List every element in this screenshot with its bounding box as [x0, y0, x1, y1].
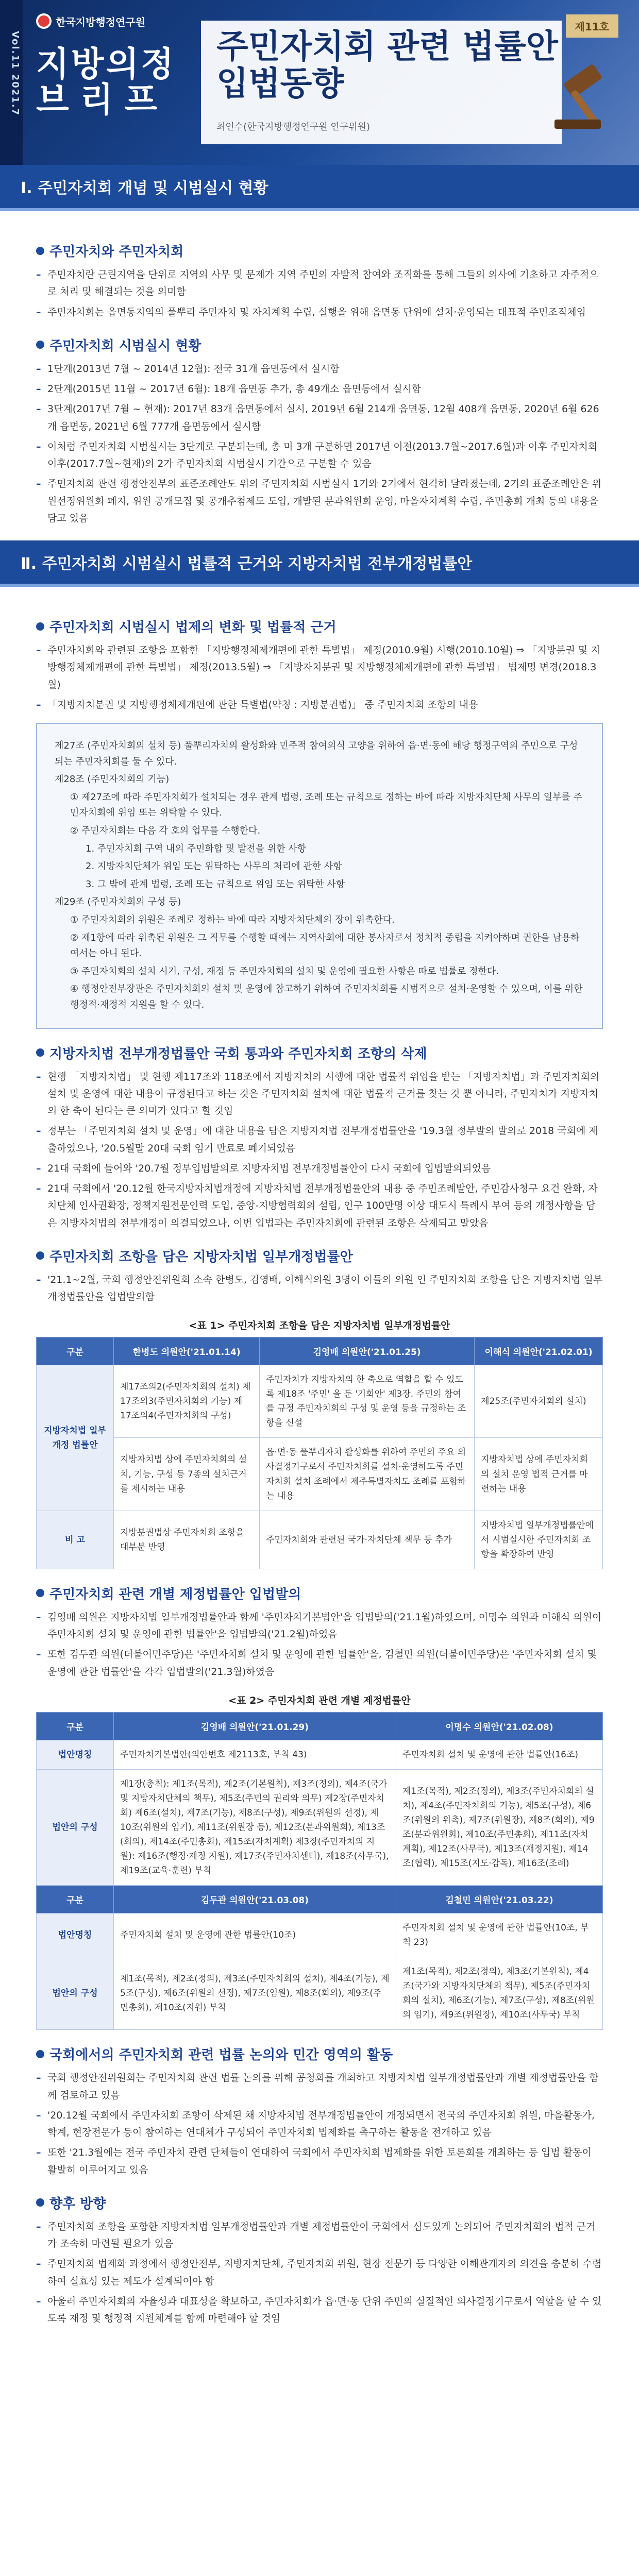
issue-badge: 제11호 [566, 14, 618, 38]
sub-heading [36, 1246, 603, 1265]
list-item: – 또한 김두관 의원(더불어민주당)은 '주민자치회 설치 및 운영에 관한 법률안'을, 김철민 의원(더불어민주당)은 '주민자치회 설치 및 운영에 관한 법률안'을 각각 입법발의('21.3월)하였음 [36, 1646, 603, 1681]
list-item: – 주민자치회 관련 행정안전부의 표준조례안도 위의 주민자치회 시범실시 1기와 2기에서 현격히 달라졌는데, 2기의 표준조례안은 위원선정위원회 폐지, 위원 공개모집 및 공개추첨제도 도입, 개발된 분과위원회 운영, 마을자치계획 수립, 주민총회 개최 등의 내용을 담고 있음 [36, 476, 603, 527]
law-clause: ② 제1항에 따라 위촉된 위원은 그 직무를 수행할 때에는 지역사회에 대한 봉사자로서 정치적 중립을 지켜야하며 권한을 남용하여서는 아니 된다. [70, 932, 580, 959]
table-header: 한병도 의원안('21.01.14) [114, 1337, 260, 1365]
table-row [37, 1957, 603, 2030]
list-item: – 「지방자치분권 및 지방행정체제개편에 관한 특별법(약칭 : 지방분권법)」 중 주민자치회 조항의 내용 [36, 697, 603, 714]
law-item: 1. 주민자치회 구역 내의 주민화합 및 발전을 위한 사항 [86, 843, 307, 854]
list-item: – 이처럼 주민자치회 시범실시는 3단계로 구분되는데, 총 미 3개 구분하면 2017년 이전(2013.7월~2017.6월)과 이후 주민자치회 이후(2017.7월~현재)의 2가 주민자치회 시범실시 기간으로 구분할 수 있음 [36, 438, 603, 473]
org-logo [36, 13, 145, 29]
table-row-head: 비 고 [37, 1511, 114, 1569]
table-header-row [37, 1712, 603, 1740]
law-clause: ① 제27조에 따라 주민자치회가 설치되는 경우 관계 법령, 조례 또는 규칙으로 정하는 바에 따라 지방자치단체 사무의 일부를 주민자치회에 위임 또는 위탁할 수 있다. [70, 791, 583, 819]
bullet-icon [36, 341, 44, 349]
sub-heading-text: 지방자치법 전부개정법률안 국회 통과와 주민자치회 조항의 삭제 [49, 1046, 427, 1062]
table-header-row [37, 1886, 603, 1913]
table-cell: 주민자치가 지방자치의 한 축으로 역할을 할 수 있도록 제18조 '주민' 을 둔 '기회안' 제3장. 주민의 참여를 규정 주민자치회의 구성 및 운영 등을 규정하는 조항을 신설 [260, 1365, 475, 1438]
section-1 [0, 165, 639, 540]
sub-heading-text: 향후 방향 [49, 2196, 106, 2212]
list-item: – 21대 국회에서 '20.12월 한국지방자치법개정에 지방자치법 전부개정법률안의 내용 중 주민조례발안, 주민감사청구 요건 완화, 자치단체 인사권확장, 정책지원전문인력 도입, 중앙-지방협력회의 설립, 인구 100만명 이상 대도시 특례시 부여 등의 개정사항을 담은 지방자치법의 전부개정이 의결되었으나, 이번 입법과는 주민자치회에 관련된 조항은 삭제되고 말았음 [36, 1180, 603, 1232]
section-2-heading: Ⅱ. 주민자치회 시범실시 법률적 근거와 지방자치법 전부개정법률안 [0, 540, 639, 587]
law-article: 제27조 (주민자치회의 설치 등) 풀뿌리자치의 활성화와 민주적 참여의식 고양을 위하여 읍·면·동에 해당 행정구역의 주민으로 구성되는 주민자치회를 둘 수 있다. [55, 740, 578, 767]
table-cell: 제1조(목적), 제2조(정의), 제3조(주민자치회의 설치), 제4조(주민자치회의 기능), 제5조(구성), 제6조(위원의 위촉), 제7조(위원장), 제8조(회의), 제9조(분과위원회), 제10조(주민총회), 제11조(자치계획), 제12조(사무국), 제13조(재정지원), 제14조(협력), 제15조(지도·감독), 제16조(조례) [396, 1769, 602, 1885]
list-item: – 국회 행정안전위원회는 주민자치회 관련 법률 논의를 위해 공청회를 개최하고 지방자치법 일부개정법률안과 개별 제정법률안을 함께 검토하고 있음 [36, 2070, 603, 2104]
table-caption: <표 1> 주민자치회 조항을 담은 지방자치법 일부개정법률안 [189, 1320, 450, 1332]
list-item: – 정부는 「주민자치회 설치 및 운영」에 대한 내용을 담은 지방자치법 전부개정법률안을 '19.3월 정부발의 발의로 2018 국회에 제출하였으나, '20.5월말 20대 국회 임기 만료로 폐기되었음 [36, 1123, 603, 1157]
table-cell: 지방자치법 상에 주민자치회의 설치 운영 법적 근거를 마련하는 내용 [475, 1438, 603, 1511]
bullet-icon [36, 2050, 44, 2058]
sub-heading-text: 주민자치와 주민자치회 [49, 244, 184, 260]
law-excerpt-box [36, 723, 603, 1029]
brief-series-title [36, 46, 176, 118]
brief-title-line2: 브리프 [36, 80, 169, 120]
law-clause: ③ 주민자치회의 설치 시기, 구성, 재정 등 주민자치회의 설치 및 운영에 필요한 사항은 따로 법률로 정한다. [70, 965, 499, 977]
table-row [37, 1511, 603, 1569]
table-cell: 제17조의2(주민자치회의 설치) 제17조의3(주민자치회의 기능) 제17조의4(주민자치회의 구성) [114, 1365, 260, 1438]
bullet-list [36, 361, 603, 527]
author-line: 최인수(한국지방행정연구원 연구위원) [216, 122, 370, 132]
list-item: – 2단계(2015년 11월 ~ 2017년 6월): 18개 읍면동 추가, 총 49개소 읍면동에서 실시함 [36, 381, 603, 398]
list-item: – 김영배 의원은 지방자치법 일부개정법률안과 함께 '주민자치기본법안'을 입법발의('21.1월)하였으며, 이명수 의원과 이해식 의원이 주민자치회 설치 및 운영에 관한 법률안'을 입법발의('21.2월)하였음 [36, 1609, 603, 1643]
bullet-icon [36, 622, 44, 631]
page-title [216, 29, 558, 103]
table-cell: 지방자치법 일부개정법률안에서 시범실시한 주민자치회 조항을 확장하여 반영 [475, 1511, 603, 1569]
sub-heading [36, 335, 603, 354]
table-row [37, 1365, 603, 1438]
sub-heading [36, 241, 603, 260]
table-row [37, 1740, 603, 1769]
law-item: 3. 그 밖에 관계 법령, 조례 또는 규칙으로 위임 또는 위탁한 사항 [86, 878, 345, 890]
law-clause: ① 주민자치회의 위원은 조례로 정하는 바에 따라 지방자치단체의 장이 위촉한다. [70, 914, 395, 925]
table-header: 구분 [37, 1712, 114, 1740]
volume-label: Vol.11 2021.7 [10, 31, 21, 116]
section-2 [0, 540, 639, 2341]
law-clause: ② 주민자치회는 다음 각 호의 업무를 수행한다. [70, 825, 261, 836]
table-header: 김영배 의원안('21.01.29) [114, 1712, 396, 1740]
law-article: 제29조 (주민자치회의 구성 등) [55, 896, 181, 908]
table-cell: 지방자치법 상에 주민자치회의 설치, 기능, 구성 등 7종의 설치근거를 제시하는 내용 [114, 1438, 260, 1511]
enactment-bill-table [36, 1712, 603, 2030]
table-cell: 제1장(총칙): 제1조(목적), 제2조(기본원칙), 제3조(정의), 제4조(국가 및 지방자치단체의 책무), 제5조(주민의 권리와 의무) 제2장(주민자치회) 제6조(설치), 제7조(기능), 제8조(구성), 제9조(위원의 선정), 제10조(위원의 임기), 제11조(위원장 등), 제12조(분과위원회), 제13조(회의), 제14조(주민총회), 제15조(자치계획) 제3장(주민자치의 지원): 제16조(행정·재정 지원), 제17조(주민자치센터), 제18조(사무국), 제19조(교육·훈련) 부칙 [114, 1769, 396, 1885]
sub-heading-text: 주민자치회 관련 개별 제정법률안 입법발의 [49, 1586, 301, 1602]
law-item: 2. 지방자치단체가 위임 또는 위탁하는 사무의 처리에 관한 사항 [86, 861, 342, 872]
volume-sidebar [0, 0, 23, 165]
table-header: 김철민 의원안('21.03.22) [396, 1886, 602, 1913]
list-item: – 주민자치회와 관련된 조항을 포함한 「지방행정체제개편에 관한 특별법」 제정(2010.9월) 시행(2010.10월) ⇒ 「지방분권 및 지방행정체제개편에 관한 특별법」 제정(2013.5월) ⇒ 「지방자치분권 및 지방행정체제개편에 관한 특별법」 법제명 변경(2018.3월) [36, 642, 603, 693]
bullet-icon [36, 1251, 44, 1260]
list-item: – 현행 「지방자치법」 및 현행 제117조와 118조에서 지방자치의 시행에 대한 법률적 위임을 받는 「지방자치법」과 주민자치회의 설치 및 운영에 대한 내용이 규정된다고 하는 것은 주민자치회 설치에 대한 법률적 근거를 찾는 것 뿐 아니라, 주민자치가 지방자치의 한 축이 된다는 큰 의미가 있다고 할 것임 [36, 1069, 603, 1120]
table-cell: 제1조(목적), 제2조(정의), 제3조(주민자치회의 설치), 제4조(기능), 제5조(구성), 제6조(위원의 선정), 제7조(임원), 제8조(회의), 제9조(주민총회), 제10조(지원) 부칙 [114, 1957, 396, 2030]
law-article: 제28조 (주민자치회의 기능) [55, 774, 170, 785]
sub-heading [36, 1043, 603, 1062]
bullet-list [36, 1609, 603, 1681]
bullet-list [36, 2218, 603, 2328]
page-title-line2: 입법동향 [216, 64, 344, 103]
table-cell: 주민자치회와 관련된 국가·자치단체 책무 등 추가 [260, 1511, 475, 1569]
sub-heading-text: 주민자치회 시범실시 법제의 변화 및 법률적 근거 [49, 620, 337, 635]
table-header: 김영배 의원안('21.01.25) [260, 1337, 475, 1365]
org-emblem-icon [36, 13, 52, 29]
list-item: – 아울러 주민자치회의 자율성과 대표성을 확보하고, 주민자치회가 읍·면·동 단위 주민의 실질적인 의사결정기구로서 역할을 할 수 있도록 재정 및 행정적 지원체계를 함께 마련해야 할 것임 [36, 2293, 603, 2328]
table-row [37, 1438, 603, 1511]
page-title-line1: 주민자치회 관련 법률안 [216, 28, 558, 66]
list-item: – 주민자치회 법제화 과정에서 행정안전부, 지방자치단체, 주민자치회 위원, 현장 전문가 등 다양한 이해관계자의 의견을 충분히 수렴하여 실효성 있는 제도가 설계되어야 함 [36, 2256, 603, 2290]
list-item: – 주민자치회 조항을 포함한 지방자치법 일부개정법률안과 개별 제정법률안이 국회에서 심도있게 논의되어 주민자치회의 법적 근거가 조속히 마련될 필요가 있음 [36, 2218, 603, 2253]
table-cell: 제1조(목적), 제2조(정의), 제3조(기본원칙), 제4조(국가와 지방자치단체의 책무), 제5조(주민자치회의 설치), 제6조(기능), 제7조(구성), 제8조(위원의 임기), 제9조(위원장), 제10조(사무국) 부칙 [396, 1957, 602, 2030]
sub-heading [36, 2193, 603, 2212]
table-row-head: 법안의 구성 [37, 1769, 114, 1885]
brief-title-line1: 지방의정 [36, 44, 176, 84]
table-cell: 주민자치회 설치 및 운영에 관한 법률안(10조, 부칙 23) [396, 1913, 602, 1957]
brief-header [0, 0, 639, 165]
table-row [37, 1913, 603, 1957]
table-row-head: 법안명칭 [37, 1913, 114, 1957]
sub-heading-text: 주민자치회 시범실시 현황 [49, 338, 201, 354]
list-item: – '21.1~2월, 국회 행정안전위원회 소속 한병도, 김영배, 이해식의원 3명이 이들의 의원 인 주민자치회 조항을 담은 지방자치법 일부개정법률안을 입법발의함 [36, 1272, 603, 1306]
table-header: 이명수 의원안('21.02.08) [396, 1712, 602, 1740]
bullet-icon [36, 1589, 44, 1597]
sub-heading [36, 617, 603, 636]
law-clause: ④ 행정안전부장관은 주민자치회의 설치 및 운영에 참고하기 위하여 주민자치회를 시범적으로 설치·운영할 수 있으며, 이를 위한 행정적·재정적 지원을 할 수 있다. [70, 984, 583, 1010]
sub-heading-text: 국회에서의 주민자치회 관련 법률 논의와 민간 영역의 활동 [49, 2047, 393, 2063]
bullet-list [36, 266, 603, 321]
list-item: – '20.12월 국회에서 주민자치회 조항이 삭제된 채 지방자치법 전부개정법률안이 개정되면서 전국의 주민자치회 위원, 마을활동가, 학계, 현장전문가 등이 참여하는 연대체가 구성되어 주민자치회 법제화를 촉구하는 활동을 전개하고 있음 [36, 2107, 603, 2142]
org-name: 한국지방행정연구원 [56, 15, 145, 28]
bullet-icon [36, 247, 44, 255]
table-cell: 주민자치회 설치 및 운영에 관한 법률안(16조) [396, 1740, 602, 1769]
bullet-list [36, 1069, 603, 1232]
list-item: – 주민자치회는 읍면동지역의 풀뿌리 주민자치 및 자치계획 수립, 실행을 위해 읍면동 단위에 설치·운영되는 대표적 주민조직체임 [36, 304, 603, 321]
bullet-icon [36, 2198, 44, 2207]
table-header: 구분 [37, 1337, 114, 1365]
bullet-list [36, 2070, 603, 2179]
bullet-icon [36, 1048, 44, 1057]
table-header: 이해식 의원안('21.02.01) [475, 1337, 603, 1365]
sub-heading [36, 1584, 603, 1603]
table-row [37, 1769, 603, 1885]
list-item: – 21대 국회에 들어와 '20.7월 정부입법발의로 지방자치법 전부개정법률안이 다시 국회에 입법발의되었음 [36, 1160, 603, 1177]
section-1-heading: Ⅰ. 주민자치회 개념 및 시범실시 현황 [0, 165, 639, 211]
table-header-row [37, 1337, 603, 1365]
table-cell: 읍·면·동 풀뿌리자치 활성화를 위하여 주민의 주요 의사결정기구로서 주민자치회를 설치·운영하도록 주민자치회 설치 조례에서 제주특별자치도 조례를 포함하는 내용 [260, 1438, 475, 1511]
table-cell: 지방분권법상 주민자치회 조항을 대부분 반영 [114, 1511, 260, 1569]
list-item: – 또한 '21.3월에는 전국 주민자치 관련 단체들이 연대하여 국회에서 주민자치회 법제화를 위한 토론회를 개최하는 등 입법 활동이 활발히 이루어지고 있음 [36, 2144, 603, 2179]
bill-comparison-table [36, 1337, 603, 1569]
list-item: – 3단계(2017년 7월 ~ 현재): 2017년 83개 읍면동에서 실시, 2019년 6월 214개 읍면동, 12월 408개 읍면동, 2020년 6월 626개 읍면동, 2021년 6월 777개 읍면동에서 실시함 [36, 401, 603, 435]
sub-heading-text: 주민자치회 조항을 담은 지방자치법 일부개정법률안 [49, 1249, 353, 1265]
table-caption: <표 2> 주민자치회 관련 개별 제정법률안 [228, 1694, 411, 1706]
gavel-icon [549, 62, 621, 134]
table-row-head: 법안명칭 [37, 1740, 114, 1769]
bullet-list [36, 642, 603, 714]
table-header: 김두관 의원안('21.03.08) [114, 1886, 396, 1913]
list-item: – 1단계(2013년 7월 ~ 2014년 12월): 전국 31개 읍면동에서 실시함 [36, 361, 603, 378]
table-cell: 주민자치기본법안(의안번호 제2113호, 부칙 43) [114, 1740, 396, 1769]
list-item: – 주민자치란 근린지역을 단위로 지역의 사무 및 문제가 지역 주민의 자발적 참여와 조직화를 통해 그들의 의사에 기초하고 자주적으로 처리 및 해결되는 것을 의미함 [36, 266, 603, 301]
table-header: 구분 [37, 1886, 114, 1913]
table-cell: 제25조(주민자치회의 설치) [475, 1365, 603, 1438]
table-row-head: 법안의 구성 [37, 1957, 114, 2030]
bullet-list [36, 1272, 603, 1306]
table-row-head: 지방자치법 일부개정 법률안 [37, 1365, 114, 1511]
table-cell: 주민자치회 설치 및 운영에 관한 법률안(10조) [114, 1913, 396, 1957]
sub-heading [36, 2044, 603, 2063]
